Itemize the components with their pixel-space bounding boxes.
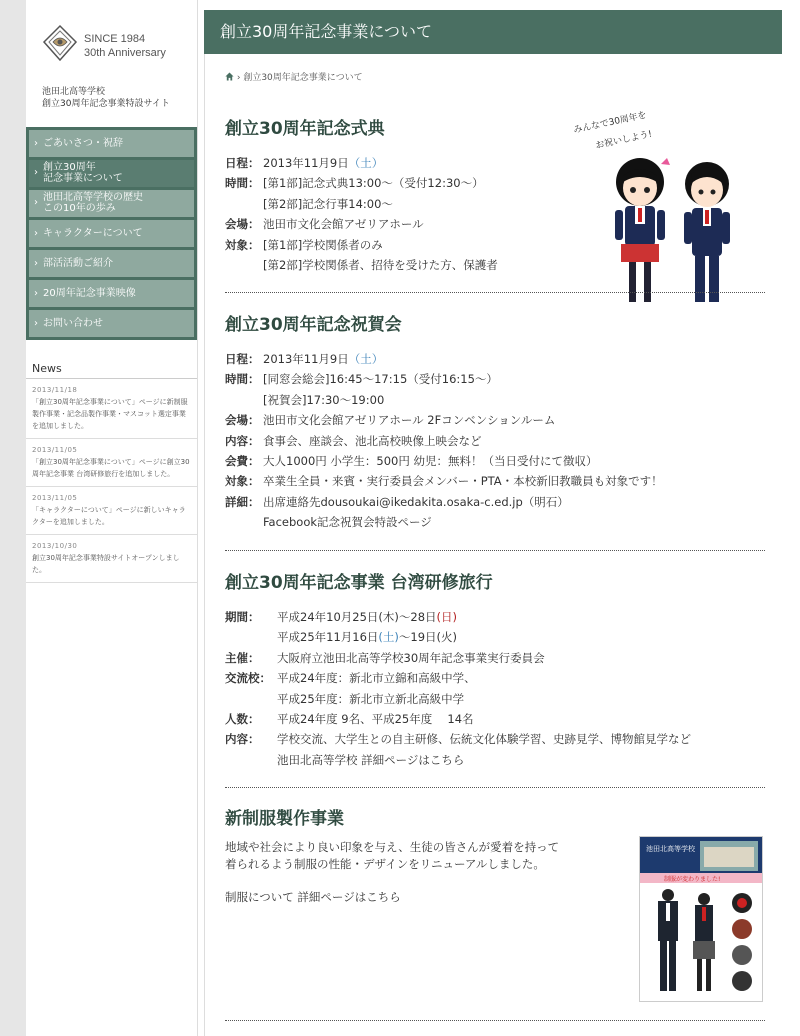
- uniform-description: 地域や社会により良い印象を与え、生徒の皆さんが愛着を持って: [225, 840, 560, 854]
- main-content: [204, 10, 782, 904]
- chevron-right-icon: ›: [34, 138, 38, 149]
- section-divider: [225, 787, 765, 788]
- event-target: 卒業生全員・来賓・実行委員会メンバー・PTA・本校新旧教職員も対象です！: [263, 474, 663, 489]
- poster-banner: 制服が変わりました!: [664, 876, 721, 883]
- sidebar-item-label: 創立30周年: [43, 162, 96, 173]
- facebook-page-link[interactable]: Facebook記念祝賀会特設ページ: [263, 515, 432, 530]
- chevron-right-icon: ›: [34, 258, 38, 269]
- event-time: [同窓会総会]16:45～17:15（受付16:15～）: [263, 372, 498, 387]
- trip-host: 大阪府立池田北高等学校30周年記念事業実行委員会: [277, 650, 545, 665]
- field-label: 会場：: [225, 413, 260, 428]
- field-label: 時間：: [225, 176, 260, 191]
- event-date: 2013年11月9日: [263, 352, 349, 366]
- school-name: 池田北高等学校: [42, 87, 106, 97]
- logo-anniversary-text: 30th Anniversary: [84, 47, 166, 59]
- news-list: [26, 378, 197, 583]
- exchange-school: 平成25年度：新北市立新北高級中学: [277, 691, 465, 706]
- section-title: 創立30周年記念祝賀会: [225, 315, 402, 335]
- news-date: 2013/11/05: [32, 446, 78, 454]
- participant-count: 平成24年度 9名、平成25年度 14名: [277, 712, 474, 727]
- event-weekday: （土）: [348, 352, 384, 366]
- section-title: 創立30周年記念事業 台湾研修旅行: [225, 573, 493, 593]
- contact-email-link[interactable]: 出席連絡先dousoukai@ikedakita.osaka-c.ed.jp（明石）: [263, 494, 569, 509]
- breadcrumb: [225, 70, 363, 83]
- section-divider: [225, 292, 765, 293]
- section-title: 創立30周年記念式典: [225, 119, 385, 139]
- section-divider: [225, 550, 765, 551]
- section-party: [225, 310, 765, 533]
- field-label: 期間：: [225, 610, 260, 624]
- event-content: 食事会、座談会、池北高校映像上映会など: [263, 433, 482, 448]
- news-item[interactable]: [26, 439, 197, 487]
- news-item[interactable]: [26, 379, 197, 439]
- news-date: 2013/11/18: [32, 386, 78, 394]
- illus-caption: みんなで30周年を: [572, 110, 648, 136]
- sidebar-item-label: 部活活動ご紹介: [43, 258, 113, 269]
- chevron-right-icon: ›: [34, 228, 38, 239]
- sidebar-item-label: 20周年記念事業映像: [43, 288, 136, 299]
- field-label: 交流校：: [225, 671, 271, 686]
- uniform-details-link[interactable]: 制服について 詳細ページはこちら: [225, 890, 401, 904]
- trip-content: 学校交流、大学生との自主研修、伝統文化体験学習、史跡見学、博物館見学など: [277, 732, 691, 747]
- section-title: 新制服製作事業: [225, 809, 344, 829]
- trip-details-link[interactable]: 池田北高等学校 詳細ページはこちら: [277, 752, 465, 767]
- breadcrumb-current: › 創立30周年記念事業について: [236, 73, 363, 83]
- sidebar-item-history[interactable]: [29, 190, 194, 217]
- exchange-school: 平成24年度：新北市立錦和高級中学、: [277, 671, 476, 686]
- news-item[interactable]: [26, 535, 197, 583]
- sidebar-item-contact[interactable]: [29, 310, 194, 337]
- school-crest-icon: [42, 24, 78, 62]
- event-weekday: （土）: [348, 156, 384, 170]
- sidebar-menu: [26, 127, 197, 340]
- chevron-right-icon: ›: [34, 167, 38, 178]
- sidebar-item-label: 池田北高等学校の歴史: [43, 192, 143, 203]
- trip-period: 平成24年10月25日(木)～28日: [277, 610, 437, 624]
- home-icon[interactable]: [225, 72, 234, 81]
- site-subtitle: [42, 86, 170, 110]
- field-label: 内容：: [225, 433, 260, 448]
- news-text: 「創立30周年記念事業について」ページに創立30周年記念事業 台湾研修旅行を追加しました。: [32, 458, 190, 478]
- sidebar-item-label: キャラクターについて: [43, 228, 143, 239]
- event-date: 2013年11月9日: [263, 156, 349, 170]
- uniform-poster-graphic: [640, 837, 762, 1001]
- news-text: 「創立30周年記念事業について」ページに新制服製作事業・記念品製作事業・マスコット選定事業を追加しました。: [32, 398, 188, 430]
- sidebar-item-label: この10年の歩み: [43, 203, 116, 214]
- event-time: [第2部]記念行事14:00～: [263, 196, 393, 211]
- mascot-characters-image: [565, 102, 765, 322]
- sidebar: [26, 0, 198, 1036]
- sidebar-item-characters[interactable]: [29, 220, 194, 247]
- field-label: 時間：: [225, 372, 260, 387]
- sidebar-item-label: 記念事業について: [43, 173, 123, 184]
- trip-weekday: (日): [436, 610, 457, 624]
- chevron-right-icon: ›: [34, 197, 38, 208]
- field-label: 日程：: [225, 156, 260, 170]
- trip-period: 平成25年11月16日: [277, 630, 379, 645]
- news-item[interactable]: [26, 487, 197, 535]
- uniform-poster-image: [639, 836, 763, 1002]
- event-venue: 池田市文化会館アゼリアホール 2Fコンベンションルーム: [263, 413, 556, 428]
- event-venue: 池田市文化会館アゼリアホール: [263, 217, 424, 232]
- field-label: 会費：: [225, 454, 260, 469]
- field-label: 日程：: [225, 352, 260, 366]
- sidebar-item-anniversary-events[interactable]: [29, 160, 194, 187]
- sidebar-item-clubs[interactable]: [29, 250, 194, 277]
- sidebar-item-label: お問い合わせ: [43, 318, 103, 329]
- sidebar-item-20th-video[interactable]: [29, 280, 194, 307]
- event-time: [第1部]記念式典13:00～（受付12:30～）: [263, 176, 484, 191]
- event-target: [第1部]学校関係者のみ: [263, 237, 383, 252]
- event-time: [祝賀会]17:30～19:00: [263, 392, 385, 407]
- field-label: 人数：: [225, 712, 260, 727]
- field-label: 会場：: [225, 217, 260, 232]
- field-label: 対象：: [225, 237, 260, 252]
- news-date: 2013/10/30: [32, 542, 78, 550]
- sidebar-item-label: ごあいさつ・祝辞: [43, 138, 123, 149]
- news-date: 2013/11/05: [32, 494, 78, 502]
- uniform-description: 着られるよう制服の性能・デザインをリニューアルしました。: [225, 857, 545, 871]
- illus-caption: お祝いしよう!: [594, 129, 654, 152]
- section-divider: [225, 1020, 765, 1021]
- page-title: 創立30周年記念事業について: [204, 10, 782, 54]
- news-heading: News: [32, 362, 62, 375]
- event-fee: 大人1000円 小学生：500円 幼児：無料！（当日受付にて徴収）: [263, 454, 598, 469]
- news-text: 「キャラクターについて」ページに新しいキャラクターを追加しました。: [32, 506, 186, 526]
- trip-weekday: (土): [378, 630, 399, 645]
- news-text: 創立30周年記念事業特設サイトオープンしました。: [32, 554, 180, 574]
- sidebar-item-greeting[interactable]: [29, 130, 194, 157]
- section-taiwan-trip: [225, 568, 765, 770]
- field-label: 主催：: [225, 650, 260, 665]
- field-label: 対象：: [225, 474, 260, 489]
- content-area: [204, 54, 782, 1036]
- logo-since-text: SINCE 1984: [84, 33, 146, 45]
- field-label: 詳細：: [225, 494, 260, 509]
- event-target: [第2部]学校関係者、招待を受けた方、保護者: [263, 258, 498, 273]
- field-label: 内容：: [225, 732, 260, 747]
- poster-title: 池田北高等学校: [646, 845, 695, 853]
- site-name: 創立30周年記念事業特設サイト: [42, 99, 170, 109]
- trip-period-end: ～19日(火): [398, 630, 457, 645]
- chevron-right-icon: ›: [34, 318, 38, 329]
- site-logo[interactable]: [42, 24, 202, 64]
- chevron-right-icon: ›: [34, 288, 38, 299]
